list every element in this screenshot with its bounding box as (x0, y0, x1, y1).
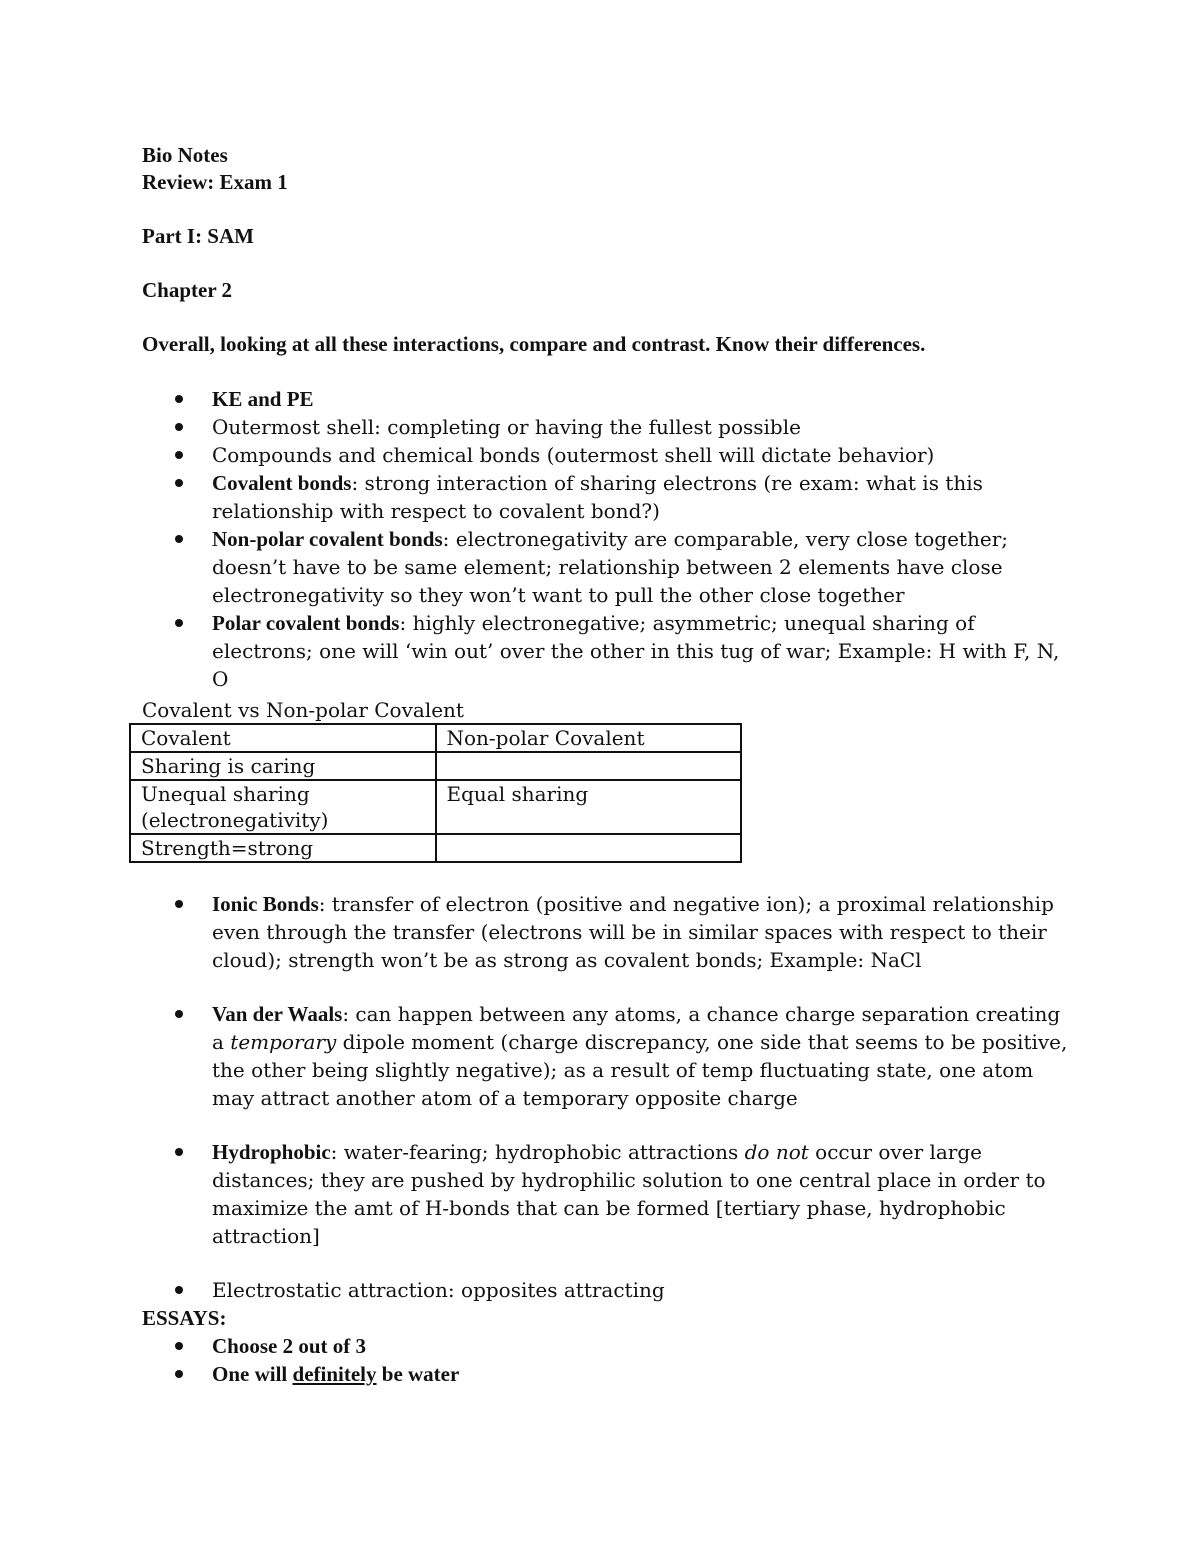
table-cell (436, 834, 742, 862)
list-item: Electrostatic attraction: opposites attracting (172, 1276, 1072, 1304)
list-item: Covalent bonds: strong interaction of sharing electrons (re exam: what is this relationship with respect to covalent bond?) (172, 469, 1072, 525)
table-row (130, 780, 741, 834)
bullet-icon (175, 395, 183, 403)
list-item: Compounds and chemical bonds (outermost shell will dictate behavior) (172, 441, 1072, 469)
bullet-icon (175, 423, 183, 431)
essays-heading: ESSAYS: (142, 1306, 227, 1330)
bullet-icon (175, 1148, 183, 1156)
list-item: KE and PE (172, 385, 1072, 413)
list-item: Van der Waals: can happen between any atoms, a chance charge separation creating a temporary dipole moment (charge discrepancy, one side that seems to be positive, the other being slightly negative); as a result of temp fluctuating state, one atom may attract another atom of a temporary opposite charge (172, 1000, 1072, 1112)
table-caption: Covalent vs Non-polar Covalent (142, 698, 464, 722)
table-cell: Sharing is caring (130, 752, 436, 780)
overall-instruction: Overall, looking at all these interactions, compare and contrast. Know their differences. (142, 332, 926, 356)
list-item: Choose 2 out of 3 (172, 1332, 1072, 1360)
list-item: Polar covalent bonds: highly electronegative; asymmetric; unequal sharing of electrons; one will ‘win out’ over the other in this tug of war; Example: H with F, N, O (172, 609, 1072, 693)
table-cell: Non-polar Covalent (436, 724, 742, 752)
table-row (130, 724, 741, 752)
chapter-heading: Chapter 2 (142, 278, 233, 302)
table-row (130, 752, 741, 780)
bond-list (172, 890, 1072, 1304)
bullet-icon (175, 1010, 183, 1018)
doc-subtitle: Review: Exam 1 (142, 170, 288, 194)
bullet-icon (175, 619, 183, 627)
part-heading: Part I: SAM (142, 224, 254, 248)
list-item: One will definitely be water (172, 1360, 1072, 1388)
list-item: Outermost shell: completing or having the fullest possible (172, 413, 1072, 441)
bullet-icon (175, 451, 183, 459)
bullet-icon (175, 1286, 183, 1294)
bullet-icon (175, 1342, 183, 1350)
table-cell: Strength=strong (130, 834, 436, 862)
list-item: Ionic Bonds: transfer of electron (positive and negative ion); a proximal relationship even through the transfer (electrons will be in similar spaces with respect to their cloud); strength won’t be as strong as covalent bonds; Example: NaCl (172, 890, 1072, 974)
essays-list (172, 1332, 1072, 1388)
table-cell (436, 752, 742, 780)
list-item: Non-polar covalent bonds: electronegativity are comparable, very close together; doesn’t have to be same element; relationship between 2 elements have close electronegativity so they won’t want to pull the other close together (172, 525, 1072, 609)
comparison-table (129, 723, 742, 863)
table-cell: Equal sharing (436, 780, 742, 834)
table-cell: Unequal sharing (electronegativity) (130, 780, 436, 834)
bullet-icon (175, 535, 183, 543)
bullet-icon (175, 1370, 183, 1378)
table-row (130, 834, 741, 862)
table-cell: Covalent (130, 724, 436, 752)
doc-title: Bio Notes (142, 143, 228, 167)
list-item: Hydrophobic: water-fearing; hydrophobic attractions do not occur over large distances; they are pushed by hydrophilic solution to one central place in order to maximize the amt of H-bonds that can be formed [tertiary phase, hydrophobic attraction] (172, 1138, 1072, 1250)
concept-list (172, 385, 1072, 693)
bullet-icon (175, 479, 183, 487)
bullet-icon (175, 900, 183, 908)
